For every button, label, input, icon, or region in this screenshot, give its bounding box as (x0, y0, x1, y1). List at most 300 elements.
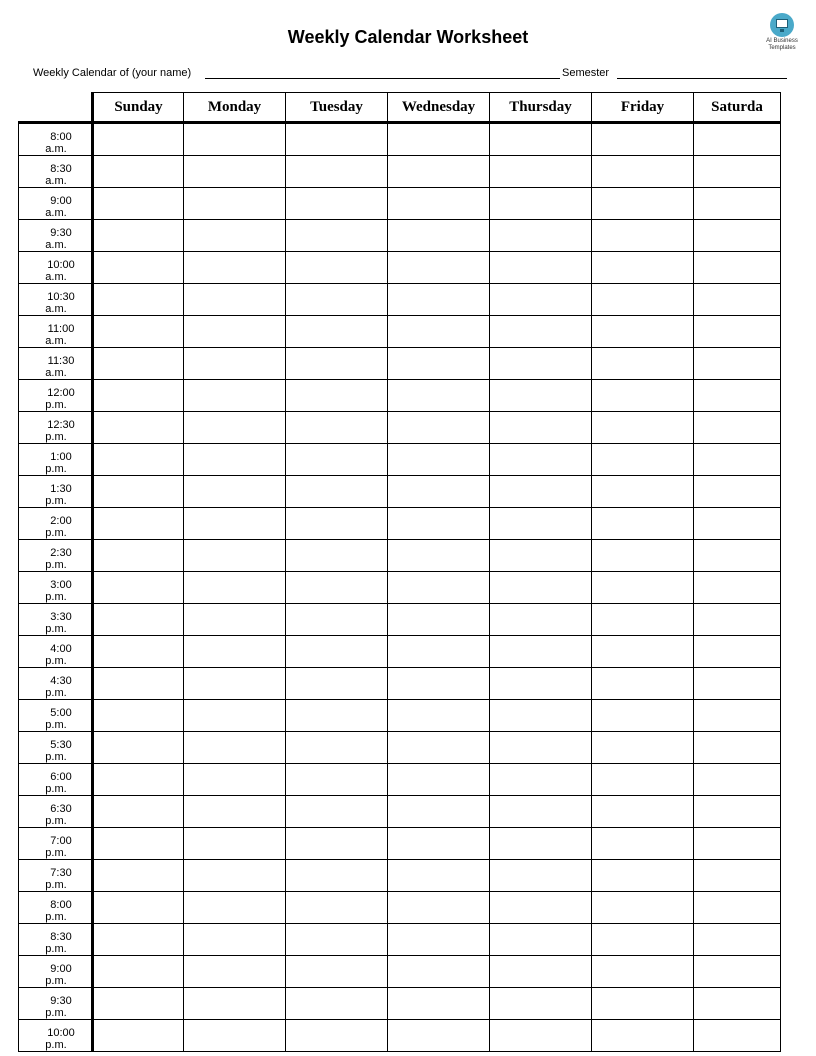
calendar-cell[interactable] (93, 508, 184, 540)
calendar-cell[interactable] (694, 828, 781, 860)
calendar-cell[interactable] (592, 860, 694, 892)
calendar-cell[interactable] (490, 252, 592, 284)
day-header-wednesday: Wednesday (388, 93, 490, 123)
calendar-grid (18, 92, 781, 1052)
calendar-cell[interactable] (184, 156, 286, 188)
time-value: 11:30 (47, 355, 75, 367)
calendar-cell[interactable] (388, 924, 490, 956)
time-ampm: p.m. (45, 495, 67, 507)
calendar-cell[interactable] (490, 700, 592, 732)
calendar-cell[interactable] (592, 1020, 694, 1052)
calendar-cell[interactable] (592, 348, 694, 380)
calendar-cell[interactable] (592, 508, 694, 540)
time-row (19, 828, 781, 860)
calendar-cell[interactable] (490, 444, 592, 476)
calendar-cell[interactable] (93, 572, 184, 604)
time-value: 3:30 (50, 611, 72, 623)
calendar-cell[interactable] (490, 476, 592, 508)
calendar-cell[interactable] (286, 604, 388, 636)
monitor-screen (776, 19, 788, 28)
calendar-cell[interactable] (93, 860, 184, 892)
calendar-cell[interactable] (490, 892, 592, 924)
name-field[interactable] (205, 78, 560, 79)
calendar-cell[interactable] (592, 892, 694, 924)
calendar-cell[interactable] (93, 380, 184, 412)
time-label (19, 956, 93, 988)
time-row (19, 348, 781, 380)
calendar-cell[interactable] (388, 412, 490, 444)
calendar-cell[interactable] (388, 1020, 490, 1052)
calendar-cell[interactable] (184, 476, 286, 508)
time-ampm: p.m. (45, 431, 67, 443)
calendar-cell[interactable] (184, 412, 286, 444)
calendar-cell[interactable] (184, 604, 286, 636)
calendar-cell[interactable] (694, 123, 781, 156)
calendar-cell[interactable] (694, 1020, 781, 1052)
calendar-cell[interactable] (184, 252, 286, 284)
calendar-cell[interactable] (93, 540, 184, 572)
calendar-cell[interactable] (694, 284, 781, 316)
time-ampm: p.m. (45, 655, 67, 667)
time-row (19, 1020, 781, 1052)
time-label (19, 252, 93, 284)
calendar-cell[interactable] (388, 668, 490, 700)
calendar-cell[interactable] (286, 412, 388, 444)
calendar-cell[interactable] (93, 284, 184, 316)
calendar-cell[interactable] (592, 284, 694, 316)
calendar-cell[interactable] (592, 572, 694, 604)
time-ampm: p.m. (45, 911, 67, 923)
calendar-cell[interactable] (93, 156, 184, 188)
logo-text-line2: Templates (768, 45, 796, 51)
calendar-cell[interactable] (694, 252, 781, 284)
calendar-cell[interactable] (286, 636, 388, 668)
calendar-cell[interactable] (286, 348, 388, 380)
time-label (19, 572, 93, 604)
calendar-cell[interactable] (93, 636, 184, 668)
calendar-cell[interactable] (490, 988, 592, 1020)
calendar-cell[interactable] (184, 700, 286, 732)
time-value: 7:00 (50, 835, 72, 847)
calendar-cell[interactable] (286, 444, 388, 476)
calendar-cell[interactable] (93, 764, 184, 796)
day-header-row (19, 93, 781, 123)
calendar-cell[interactable] (286, 860, 388, 892)
calendar-cell[interactable] (490, 1020, 592, 1052)
calendar-cell[interactable] (286, 380, 388, 412)
calendar-cell[interactable] (388, 636, 490, 668)
time-label (19, 508, 93, 540)
calendar-cell[interactable] (184, 540, 286, 572)
calendar-cell[interactable] (286, 796, 388, 828)
calendar-cell[interactable] (694, 444, 781, 476)
time-ampm: a.m. (45, 303, 67, 315)
calendar-cell[interactable] (184, 444, 286, 476)
time-value: 6:00 (50, 771, 72, 783)
calendar-cell[interactable] (93, 1020, 184, 1052)
calendar-cell[interactable] (490, 956, 592, 988)
calendar-cell[interactable] (490, 188, 592, 220)
calendar-cell[interactable] (694, 860, 781, 892)
calendar-cell[interactable] (184, 380, 286, 412)
time-value: 1:30 (50, 483, 72, 495)
calendar-cell[interactable] (388, 732, 490, 764)
calendar-cell[interactable] (184, 220, 286, 252)
calendar-cell[interactable] (388, 988, 490, 1020)
time-value: 8:00 (50, 131, 72, 143)
time-row (19, 380, 781, 412)
calendar-cell[interactable] (490, 508, 592, 540)
time-label (19, 668, 93, 700)
calendar-cell[interactable] (694, 668, 781, 700)
time-row (19, 284, 781, 316)
calendar-cell[interactable] (93, 796, 184, 828)
calendar-cell[interactable] (286, 764, 388, 796)
calendar-cell[interactable] (592, 828, 694, 860)
time-value: 2:00 (50, 515, 72, 527)
calendar-cell[interactable] (388, 476, 490, 508)
time-row (19, 316, 781, 348)
calendar-cell[interactable] (184, 508, 286, 540)
calendar-cell[interactable] (286, 828, 388, 860)
calendar-cell[interactable] (388, 860, 490, 892)
time-ampm: a.m. (45, 271, 67, 283)
calendar-cell[interactable] (184, 123, 286, 156)
day-header-sunday: Sunday (93, 93, 184, 123)
calendar-cell[interactable] (93, 988, 184, 1020)
time-ampm: a.m. (45, 207, 67, 219)
calendar-cell[interactable] (592, 796, 694, 828)
time-ampm: p.m. (45, 1007, 67, 1019)
calendar-cell[interactable] (592, 604, 694, 636)
calendar-cell[interactable] (694, 188, 781, 220)
calendar-cell[interactable] (490, 380, 592, 412)
calendar-cell[interactable] (286, 540, 388, 572)
time-ampm: p.m. (45, 815, 67, 827)
calendar-cell[interactable] (184, 284, 286, 316)
logo-text (758, 38, 806, 52)
calendar-cell[interactable] (694, 220, 781, 252)
calendar-cell[interactable] (388, 284, 490, 316)
time-value: 4:00 (50, 643, 72, 655)
calendar-cell[interactable] (184, 924, 286, 956)
calendar-cell[interactable] (592, 444, 694, 476)
calendar-cell[interactable] (286, 892, 388, 924)
calendar-cell[interactable] (286, 252, 388, 284)
calendar-cell[interactable] (490, 348, 592, 380)
calendar-cell[interactable] (592, 732, 694, 764)
calendar-cell[interactable] (184, 316, 286, 348)
calendar-cell[interactable] (694, 732, 781, 764)
time-value: 2:30 (50, 547, 72, 559)
calendar-cell[interactable] (490, 604, 592, 636)
calendar-cell[interactable] (694, 604, 781, 636)
time-row (19, 572, 781, 604)
time-row (19, 220, 781, 252)
calendar-cell[interactable] (592, 316, 694, 348)
calendar-cell[interactable] (388, 796, 490, 828)
calendar-cell[interactable] (286, 572, 388, 604)
time-value: 4:30 (50, 675, 72, 687)
calendar-cell[interactable] (592, 764, 694, 796)
time-ampm: p.m. (45, 559, 67, 571)
calendar-cell[interactable] (490, 156, 592, 188)
calendar-cell[interactable] (490, 732, 592, 764)
calendar-cell[interactable] (286, 1020, 388, 1052)
calendar-cell[interactable] (93, 412, 184, 444)
time-ampm: p.m. (45, 1039, 67, 1051)
calendar-cell[interactable] (286, 924, 388, 956)
time-label (19, 700, 93, 732)
time-label (19, 348, 93, 380)
calendar-cell[interactable] (184, 572, 286, 604)
calendar-cell[interactable] (388, 220, 490, 252)
info-line (33, 67, 793, 81)
calendar-cell[interactable] (93, 348, 184, 380)
calendar-cell[interactable] (490, 412, 592, 444)
calendar-cell[interactable] (93, 668, 184, 700)
time-ampm: p.m. (45, 463, 67, 475)
day-header-thursday: Thursday (490, 93, 592, 123)
calendar-cell[interactable] (694, 540, 781, 572)
calendar-cell[interactable] (694, 700, 781, 732)
calendar-cell[interactable] (490, 316, 592, 348)
calendar-cell[interactable] (388, 828, 490, 860)
calendar-cell[interactable] (286, 476, 388, 508)
calendar-cell[interactable] (694, 988, 781, 1020)
calendar-cell[interactable] (592, 636, 694, 668)
calendar-cell[interactable] (490, 636, 592, 668)
calendar-cell[interactable] (286, 732, 388, 764)
calendar-cell[interactable] (184, 988, 286, 1020)
calendar-cell[interactable] (93, 924, 184, 956)
calendar-cell[interactable] (592, 123, 694, 156)
calendar-cell[interactable] (694, 924, 781, 956)
time-row (19, 188, 781, 220)
calendar-cell[interactable] (592, 188, 694, 220)
time-row (19, 123, 781, 156)
time-rows (19, 123, 781, 1052)
time-label (19, 1020, 93, 1052)
time-row (19, 540, 781, 572)
calendar-cell[interactable] (388, 892, 490, 924)
calendar-cell[interactable] (93, 700, 184, 732)
calendar-cell[interactable] (93, 732, 184, 764)
calendar-cell[interactable] (388, 348, 490, 380)
calendar-cell[interactable] (388, 956, 490, 988)
calendar-cell[interactable] (592, 924, 694, 956)
calendar-cell[interactable] (286, 988, 388, 1020)
calendar-cell[interactable] (184, 796, 286, 828)
calendar-cell[interactable] (490, 796, 592, 828)
time-value: 5:30 (50, 739, 72, 751)
calendar-cell[interactable] (592, 252, 694, 284)
calendar-cell[interactable] (184, 668, 286, 700)
calendar-cell[interactable] (490, 220, 592, 252)
calendar-cell[interactable] (592, 700, 694, 732)
calendar-cell[interactable] (286, 188, 388, 220)
time-value: 10:00 (47, 1027, 75, 1039)
calendar-cell[interactable] (694, 412, 781, 444)
calendar-cell[interactable] (694, 156, 781, 188)
time-row (19, 412, 781, 444)
calendar-cell[interactable] (286, 220, 388, 252)
calendar-cell[interactable] (490, 668, 592, 700)
calendar-cell[interactable] (286, 508, 388, 540)
calendar-cell[interactable] (592, 988, 694, 1020)
calendar-cell[interactable] (388, 316, 490, 348)
time-row (19, 892, 781, 924)
calendar-cell[interactable] (93, 220, 184, 252)
calendar-cell[interactable] (592, 956, 694, 988)
corner-cell (19, 93, 93, 123)
calendar-cell[interactable] (388, 123, 490, 156)
time-value: 7:30 (50, 867, 72, 879)
time-value: 8:30 (50, 931, 72, 943)
time-label (19, 444, 93, 476)
calendar-cell[interactable] (388, 156, 490, 188)
calendar-cell[interactable] (93, 476, 184, 508)
calendar-cell[interactable] (490, 540, 592, 572)
semester-label: Semester (562, 67, 610, 79)
time-label (19, 604, 93, 636)
calendar-cell[interactable] (388, 700, 490, 732)
time-ampm: p.m. (45, 879, 67, 891)
page-title: Weekly Calendar Worksheet (287, 27, 529, 47)
time-value: 3:00 (50, 579, 72, 591)
calendar-cell[interactable] (694, 380, 781, 412)
calendar-cell[interactable] (592, 668, 694, 700)
calendar-cell[interactable] (388, 572, 490, 604)
time-ampm: p.m. (45, 751, 67, 763)
time-label (19, 220, 93, 252)
time-ampm: p.m. (45, 623, 67, 635)
calendar-cell[interactable] (694, 956, 781, 988)
calendar-cell[interactable] (592, 412, 694, 444)
time-ampm: a.m. (45, 335, 67, 347)
calendar-cell[interactable] (592, 156, 694, 188)
calendar-cell[interactable] (490, 860, 592, 892)
time-row (19, 732, 781, 764)
calendar-cell[interactable] (286, 284, 388, 316)
calendar-cell[interactable] (694, 508, 781, 540)
time-label (19, 123, 93, 156)
calendar-cell[interactable] (93, 123, 184, 156)
calendar-cell[interactable] (184, 828, 286, 860)
calendar-cell[interactable] (286, 700, 388, 732)
calendar-cell[interactable] (388, 508, 490, 540)
time-label (19, 476, 93, 508)
calendar-cell[interactable] (388, 604, 490, 636)
time-value: 9:30 (50, 227, 72, 239)
calendar-cell[interactable] (592, 220, 694, 252)
calendar-cell[interactable] (694, 572, 781, 604)
calendar-cell[interactable] (93, 252, 184, 284)
time-ampm: p.m. (45, 527, 67, 539)
calendar-cell[interactable] (592, 380, 694, 412)
time-value: 9:00 (50, 195, 72, 207)
calendar-cell[interactable] (592, 476, 694, 508)
calendar-cell[interactable] (286, 156, 388, 188)
time-row (19, 988, 781, 1020)
time-value: 12:00 (47, 387, 75, 399)
calendar-cell[interactable] (388, 444, 490, 476)
time-label (19, 540, 93, 572)
calendar-cell[interactable] (93, 956, 184, 988)
calendar-cell[interactable] (93, 828, 184, 860)
time-row (19, 668, 781, 700)
calendar-cell[interactable] (286, 956, 388, 988)
calendar-cell[interactable] (93, 444, 184, 476)
calendar-cell[interactable] (388, 252, 490, 284)
calendar-cell[interactable] (388, 188, 490, 220)
calendar-cell[interactable] (694, 636, 781, 668)
calendar-cell[interactable] (694, 316, 781, 348)
time-label (19, 636, 93, 668)
calendar-cell[interactable] (388, 764, 490, 796)
calendar-cell[interactable] (490, 572, 592, 604)
calendar-cell[interactable] (93, 316, 184, 348)
time-ampm: p.m. (45, 943, 67, 955)
calendar-cell[interactable] (694, 348, 781, 380)
calendar-cell[interactable] (184, 764, 286, 796)
time-value: 10:30 (47, 291, 75, 303)
calendar-cell[interactable] (184, 860, 286, 892)
calendar-cell[interactable] (490, 764, 592, 796)
calendar-cell[interactable] (286, 316, 388, 348)
time-label (19, 924, 93, 956)
time-ampm: p.m. (45, 975, 67, 987)
calendar-cell[interactable] (184, 956, 286, 988)
time-row (19, 860, 781, 892)
calendar-cell[interactable] (184, 636, 286, 668)
logo-text-line1: AI Business (766, 38, 798, 44)
calendar-cell[interactable] (184, 1020, 286, 1052)
time-ampm: a.m. (45, 175, 67, 187)
time-label (19, 316, 93, 348)
time-ampm: a.m. (45, 367, 67, 379)
calendar-cell[interactable] (490, 828, 592, 860)
time-label (19, 764, 93, 796)
calendar-cell[interactable] (694, 796, 781, 828)
calendar-cell[interactable] (286, 123, 388, 156)
calendar-cell[interactable] (592, 540, 694, 572)
time-value: 5:00 (50, 707, 72, 719)
calendar-cell[interactable] (184, 188, 286, 220)
calendar-cell[interactable] (490, 924, 592, 956)
calendar-cell[interactable] (184, 348, 286, 380)
calendar-cell[interactable] (93, 892, 184, 924)
time-ampm: p.m. (45, 783, 67, 795)
time-label (19, 188, 93, 220)
calendar-cell[interactable] (694, 476, 781, 508)
calendar-cell[interactable] (184, 892, 286, 924)
calendar-cell[interactable] (490, 284, 592, 316)
time-ampm: p.m. (45, 687, 67, 699)
calendar-cell[interactable] (490, 123, 592, 156)
time-value: 9:00 (50, 963, 72, 975)
calendar-cell[interactable] (286, 668, 388, 700)
calendar-cell[interactable] (388, 540, 490, 572)
semester-field[interactable] (617, 78, 787, 79)
calendar-cell[interactable] (694, 764, 781, 796)
calendar-cell[interactable] (93, 604, 184, 636)
time-ampm: a.m. (45, 239, 67, 251)
calendar-cell[interactable] (93, 188, 184, 220)
calendar-cell[interactable] (388, 380, 490, 412)
calendar-cell[interactable] (184, 732, 286, 764)
calendar-cell[interactable] (694, 892, 781, 924)
